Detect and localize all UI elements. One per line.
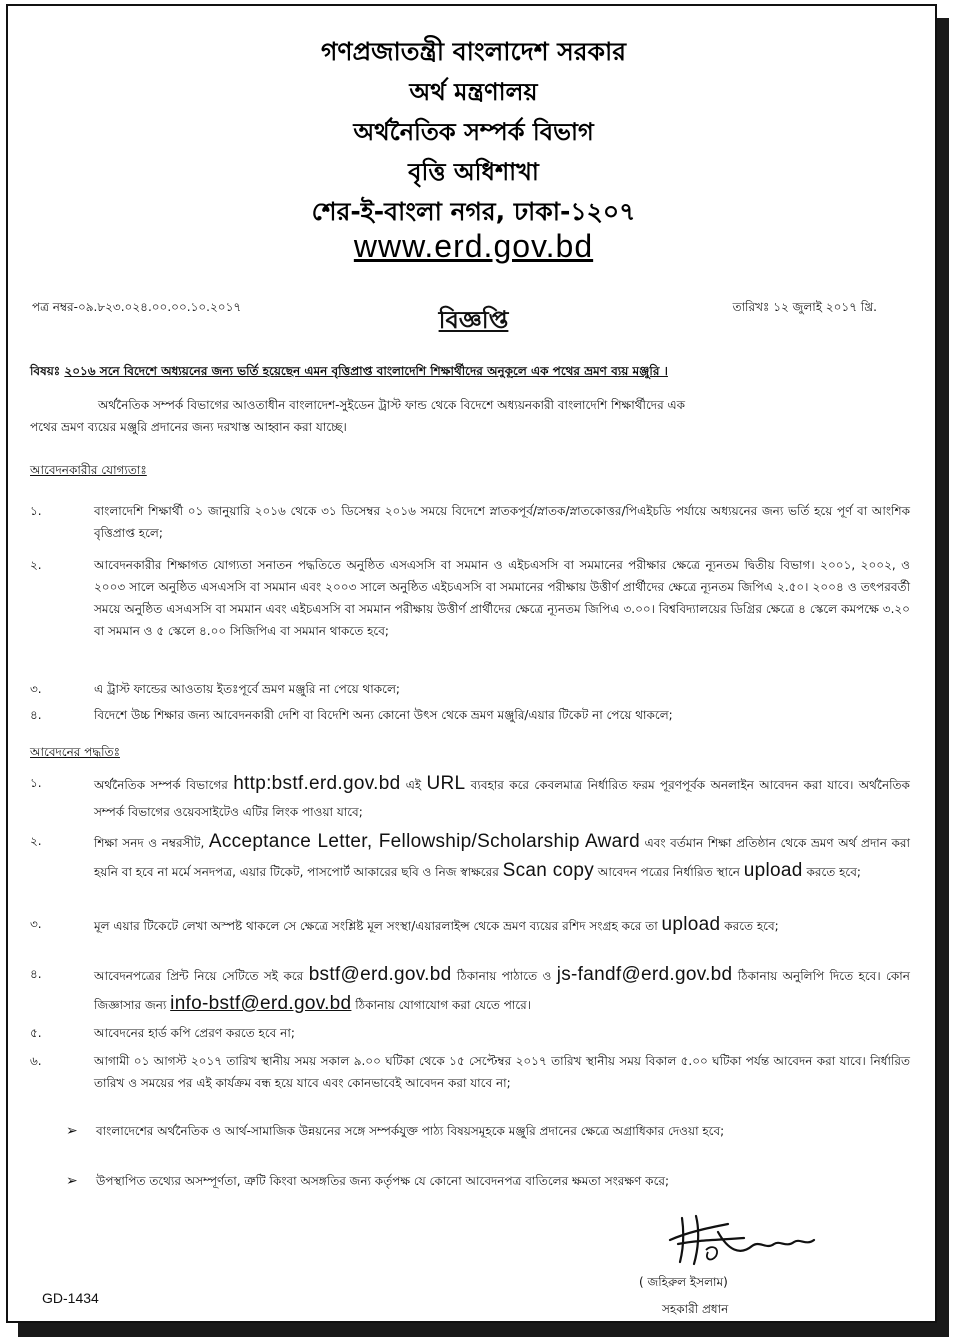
website-link[interactable]: www.erd.gov.bd bbox=[353, 228, 594, 264]
procedure-item bbox=[30, 1022, 910, 1044]
procedure-item bbox=[30, 828, 910, 886]
item-number: ৪. bbox=[30, 708, 42, 722]
item-number: ২. bbox=[30, 834, 42, 848]
item-number: ৪. bbox=[30, 967, 42, 981]
email-link[interactable]: js-fandf@erd.gov.bd bbox=[556, 964, 733, 985]
notice-date: তারিখঃ ১২ জুলাই ২০১৭ খ্রি. bbox=[732, 300, 877, 314]
item-text: আবেদনকারীর শিক্ষাগত যোগ্যতা সনাতন পদ্ধতিতে অনুষ্ঠিত এসএসসি বা সমমান ও এইচএসসি বা সমমানের পরীক্ষার ক্ষেত্রে ন্যূনতম দ্বিতীয় বিভাগ। ২০০১, ২০০২, ও ২০০৩ সালে অনুষ্ঠিত এসএসসি বা সমমান এবং ২০০৩ সালে অনুষ্ঠিত এইচএসসি বা সমমানের পরীক্ষায় উত্তীর্ণ প্রার্থীদের ক্ষেত্রে ন্যূনতম জিপিএ ২.৫০। ২০০৪ ও তৎপরবর্তী সময়ে অনুষ্ঠিত এসএসসি বা সমমান এবং এইচএসসি বা সমমান পরীক্ষায় উত্তীর্ণ প্রার্থীদের ক্ষেত্রে ন্যূনতম জিপিএ ৩.০০। বিশ্ববিদ্যালয়ের ডিগ্রির ক্ষেত্রে ৪ স্কেলে কমপক্ষে ৩.২০ বা সমমান ও ৫ স্কেলে ৪.০০ সিজিপিএ বা সমমান থাকতে হবে; bbox=[94, 558, 910, 638]
arrow-bullet-icon: ➢ bbox=[66, 1123, 78, 1139]
item-number: ৫. bbox=[30, 1026, 42, 1040]
address: শের-ই-বাংলা নগর, ঢাকা-১২০৭ bbox=[311, 197, 636, 226]
procedure-item bbox=[30, 1050, 910, 1094]
subject-label: বিষয়ঃ bbox=[30, 364, 61, 378]
signatory-name: ( জহিরুল ইসলাম) bbox=[639, 1275, 728, 1289]
subject-line bbox=[30, 363, 668, 383]
item-text: অর্থনৈতিক সম্পর্ক বিভাগের http:bstf.erd.gov.bd এই URL ব্যবহার করে কেবলমাত্র নির্ধারিত ফরম পূরণপূর্বক অনলাইন আবেদন করা যাবে। অর্থনৈতিক সম্পর্ক বিভাগের ওয়েবসাইটেও এটির লিংক পাওয়া যাবে; bbox=[94, 773, 910, 819]
item-number: ৩. bbox=[30, 917, 42, 931]
bullet-text: বাংলাদেশের অর্থনৈতিক ও আর্থ-সামাজিক উন্নয়নের সঙ্গে সম্পর্কযুক্ত পাঠ্য বিষয়সমূহকে মঞ্জুরি প্রদানের ক্ষেত্রে অগ্রাধিকার দেওয়া হবে; bbox=[96, 1124, 725, 1138]
item-text: আবেদনপত্রের প্রিন্ট নিয়ে সেটিতে সই করে bstf@erd.gov.bd ঠিকানায় পাঠাতে ও js-fandf@erd.gov.bd ঠিকানায় অনুলিপি দিতে হবে। কোন জিজ্ঞাসার জন্য info-bstf@erd.gov.bd ঠিকানায় যোগাযোগ করা যেতে পারে। bbox=[94, 964, 910, 1014]
signatory-title: সহকারী প্রধান bbox=[662, 1302, 729, 1316]
eligibility-item bbox=[30, 500, 910, 544]
procedure-heading: আবেদনের পদ্ধতিঃ bbox=[30, 745, 120, 759]
item-number: ৩. bbox=[30, 682, 42, 696]
division-title: অর্থনৈতিক সম্পর্ক বিভাগ bbox=[353, 118, 594, 146]
subject-text: ২০১৬ সনে বিদেশে অধ্যয়নের জন্য ভর্তি হয়েছেন এমন বৃত্তিপ্রাপ্ত বাংলাদেশি শিক্ষার্থীদের অনুকূলে এক পথের ভ্রমণ ব্যয় মঞ্জুরি । bbox=[64, 364, 668, 378]
item-text: বিদেশে উচ্চ শিক্ষার জন্য আবেদনকারী দেশি বা বিদেশি অন্য কোনো উৎস থেকে ভ্রমণ মঞ্জুরি/এয়ার টিকেট না পেয়ে থাকলে; bbox=[94, 708, 673, 722]
ministry-title: অর্থ মন্ত্রণালয় bbox=[409, 78, 538, 106]
notice-page bbox=[6, 4, 937, 1323]
item-text: মূল এয়ার টিকেটে লেখা অস্পষ্ট থাকলে সে ক্ষেত্রে সংশ্লিষ্ট মূল সংস্থা/এয়ারলাইন্স থেকে ভ্রমণ ব্যয়ের রশিদ সংগ্রহ করে তা upload করতে হবে; bbox=[94, 914, 779, 935]
notice-heading: বিজ্ঞপ্তি bbox=[438, 306, 509, 334]
application-url[interactable]: http:bstf.erd.gov.bd bbox=[233, 773, 401, 794]
procedure-item bbox=[30, 961, 910, 1019]
eligibility-item bbox=[30, 704, 910, 726]
procedure-item bbox=[30, 911, 910, 940]
signature bbox=[648, 1210, 818, 1270]
item-text: বাংলাদেশি শিক্ষার্থী ০১ জানুয়ারি ২০১৬ থেকে ৩১ ডিসেম্বর ২০১৬ সময়ে বিদেশে স্নাতকপূর্ব/স্নাতক/স্নাতকোত্তর/পিএইচডি পর্যায়ে অধ্যয়নের জন্য ভর্তি হয়ে পূর্ণ বা আংশিক বৃত্তিপ্রাপ্ত হলে; bbox=[94, 504, 910, 540]
email-link[interactable]: info-bstf@erd.gov.bd bbox=[170, 993, 352, 1014]
govt-title: গণপ্রজাতন্ত্রী বাংলাদেশ সরকার bbox=[321, 37, 626, 66]
item-text: শিক্ষা সনদ ও নম্বরসীট, Acceptance Letter, Fellowship/Scholarship Award এবং বর্তমান শিক্ষা প্রতিষ্ঠান থেকে ভ্রমণ অর্থ প্রদান করা হয়নি বা হবে না মর্মে সনদপত্র, এয়ার টিকেট, পাসপোর্ট আকারের ছবি ও নিজ স্বাক্ষরের Scan copy আবেদন পত্রের নির্ধারিত স্থানে upload করতে হবে; bbox=[94, 831, 910, 881]
item-text: আবেদনের হার্ড কপি প্রেরণ করতে হবে না; bbox=[94, 1026, 295, 1040]
item-number: ২. bbox=[30, 558, 42, 572]
email-link[interactable]: bstf@erd.gov.bd bbox=[308, 964, 452, 985]
item-number: ১. bbox=[30, 504, 42, 518]
note-bullet bbox=[66, 1120, 910, 1142]
item-text: এ ট্রাস্ট ফান্ডের আওতায় ইতঃপূর্বে ভ্রমণ মঞ্জুরি না পেয়ে থাকলে; bbox=[94, 682, 400, 696]
intro-line-1: অর্থনৈতিক সম্পর্ক বিভাগের আওতাধীন বাংলাদেশ-সুইডেন ট্রাস্ট ফান্ড থেকে বিদেশে অধ্যয়নকারী বাংলাদেশি শিক্ষার্থীদের এক bbox=[98, 398, 686, 412]
bullet-text: উপস্থাপিত তথ্যের অসম্পূর্ণতা, ত্রুটি কিংবা অসঙ্গতির জন্য কর্তৃপক্ষ যে কোনো আবেদনপত্র বাতিলের ক্ষমতা সংরক্ষণ করে; bbox=[96, 1174, 670, 1188]
document-code: GD-1434 bbox=[42, 1290, 99, 1306]
note-bullet bbox=[66, 1170, 910, 1192]
item-number: ৬. bbox=[30, 1054, 42, 1068]
eligibility-item bbox=[30, 554, 910, 642]
intro-line-2: পথের ভ্রমণ ব্যয়ের মঞ্জুরি প্রদানের জন্য দরখাস্ত আহ্বান করা যাচ্ছে। bbox=[30, 420, 347, 434]
eligibility-item bbox=[30, 678, 910, 700]
procedure-item bbox=[30, 770, 910, 826]
memo-number: পত্র নম্বর-০৯.৮২৩.০২৪.০০.০০.১০.২০১৭ bbox=[32, 300, 242, 314]
branch-title: বৃত্তি অধিশাখা bbox=[408, 158, 539, 186]
arrow-bullet-icon: ➢ bbox=[66, 1173, 78, 1189]
item-number: ১. bbox=[30, 776, 42, 790]
item-text: আগামী ০১ আগস্ট ২০১৭ তারিখ স্থানীয় সময় সকাল ৯.০০ ঘটিকা থেকে ১৫ সেপ্টেম্বর ২০১৭ তারিখ স্থানীয় সময় বিকাল ৫.০০ ঘটিকা পর্যন্ত আবেদন করা যাবে। নির্ধারিত তারিখ ও সময়ের পর এই কার্যক্রম বন্ধ হয়ে যাবে এবং কোনভাবেই আবেদন করা যাবে না; bbox=[94, 1054, 910, 1090]
eligibility-heading: আবেদনকারীর যোগ্যতাঃ bbox=[30, 463, 147, 477]
